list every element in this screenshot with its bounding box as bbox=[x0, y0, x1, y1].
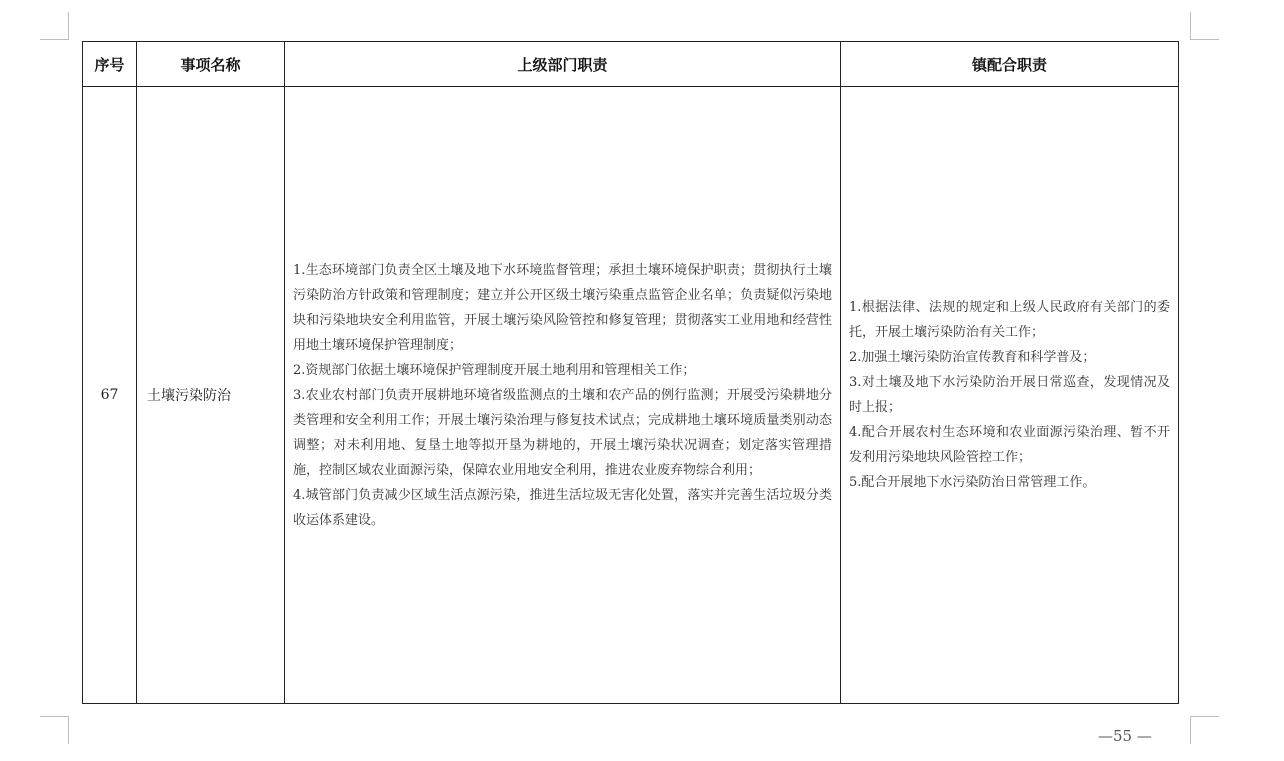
upper-duty-1: 1.生态环境部门负责全区土壤及地下水环境监督管理；承担土壤环境保护职责；贯彻执行土壤污染防治方针政策和管理制度；建立并公开区级土壤污染重点监管企业名单；负责疑似污染地块和污染地块安全利用监管，开展土壤污染风险管控和修复管理；贯彻落实工业用地和经营性用地土壤环境保护管理制度； bbox=[293, 262, 832, 353]
header-town-duties: 镇配合职责 bbox=[841, 42, 1179, 87]
table-row bbox=[83, 87, 1179, 704]
page-number: —55 — bbox=[1098, 727, 1152, 745]
upper-duty-2: 2.资规部门依据土壤环境保护管理制度开展土地利用和管理相关工作； bbox=[293, 362, 696, 378]
crop-mark-top-right-vertical bbox=[1190, 12, 1191, 40]
crop-mark-bottom-left-vertical bbox=[68, 716, 69, 744]
town-duty-4: 4.配合开展农村生态环境和农业面源污染治理、暂不开发利用污染地块风险管控工作； bbox=[849, 425, 1170, 465]
crop-mark-bottom-right-vertical bbox=[1190, 716, 1191, 744]
header-upper-duties: 上级部门职责 bbox=[285, 42, 841, 87]
crop-mark-top-left-vertical bbox=[68, 12, 69, 40]
row-item-name: 土壤污染防治 bbox=[137, 87, 285, 704]
row-seq: 67 bbox=[83, 87, 137, 704]
town-duty-2: 2.加强土壤污染防治宣传教育和科学普及； bbox=[849, 350, 1096, 365]
row-upper-duties bbox=[285, 87, 841, 704]
crop-mark-top-right-horizontal bbox=[1191, 39, 1219, 40]
crop-mark-bottom-left-horizontal bbox=[40, 716, 68, 717]
table-header-row bbox=[83, 42, 1179, 87]
duties-table bbox=[82, 41, 1179, 704]
upper-duty-3: 3.农业农村部门负责开展耕地环境省级监测点的土壤和农产品的例行监测；开展受污染耕地分类管理和安全利用工作；开展土壤污染治理与修复技术试点；完成耕地土壤环境质量类别动态调整；对未利用地、复垦土地等拟开垦为耕地的，开展土壤污染状况调查；划定落实管理措施，控制区域农业面源污染，保障农业用地安全利用，推进农业废弃物综合利用； bbox=[293, 387, 832, 478]
header-item-name: 事项名称 bbox=[137, 42, 285, 87]
row-town-duties bbox=[841, 87, 1179, 704]
town-duty-5: 5.配合开展地下水污染防治日常管理工作。 bbox=[849, 475, 1096, 490]
crop-mark-bottom-right-horizontal bbox=[1191, 716, 1219, 717]
upper-duty-4: 4.城管部门负责减少区域生活点源污染，推进生活垃圾无害化处置，落实并完善生活垃圾分类收运体系建设。 bbox=[293, 487, 832, 528]
header-seq: 序号 bbox=[83, 42, 137, 87]
crop-mark-top-left-horizontal bbox=[40, 39, 68, 40]
town-duty-1: 1.根据法律、法规的规定和上级人民政府有关部门的委托，开展土壤污染防治有关工作； bbox=[849, 300, 1170, 340]
town-duty-3: 3.对土壤及地下水污染防治开展日常巡查，发现情况及时上报； bbox=[849, 375, 1170, 415]
